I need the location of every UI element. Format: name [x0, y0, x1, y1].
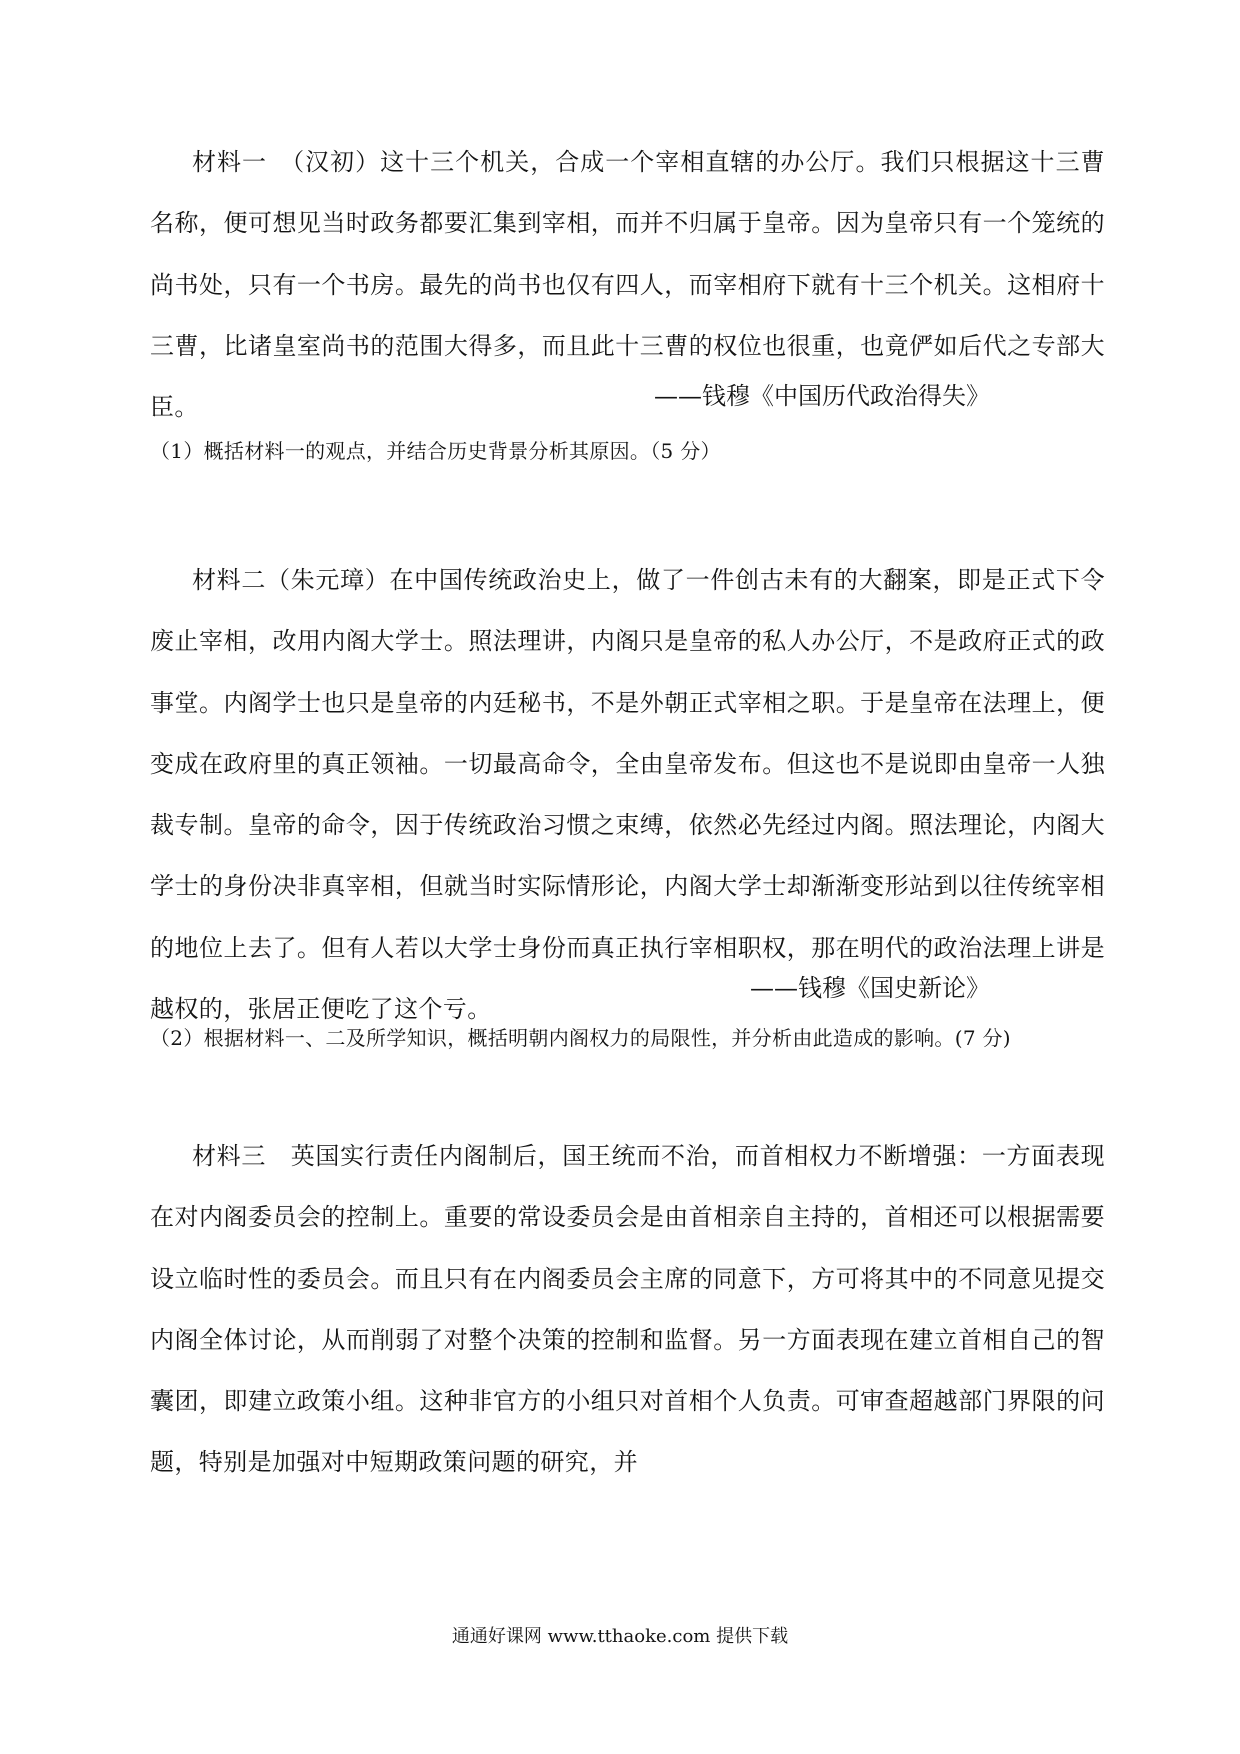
question-2: （2）根据材料一、二及所学知识，概括明朝内阁权力的局限性，并分析由此造成的影响。(7 分)	[150, 1026, 1011, 1050]
page-footer: 通通好课网 www.tthaoke.com 提供下载	[451, 1626, 789, 1647]
material-1-attribution: ——钱穆《中国历代政治得失》	[654, 382, 990, 410]
material-2-text: 材料二（朱元璋）在中国传统政治史上，做了一件创古未有的大翻案，即是正式下令废止宰相，改用内阁大学士。照法理讲，内阁只是皇帝的私人办公厅，不是政府正式的政事堂。内阁学士也只是皇帝的内廷秘书，不是外朝正式宰相之职。于是皇帝在法理上，便变成在政府里的真正领袖。一切最高命令，全由皇帝发布。但这也不是说即由皇帝一人独裁专制。皇帝的命令，因于传统政治习惯之束缚，依然必先经过内阁。照法理论，内阁大学士的身份决非真宰相，但就当时实际情形论，内阁大学士却渐渐变形站到以往传统宰相的地位上去了。但有人若以大学士身份而真正执行宰相职权，那在明代的政治法理上讲是越权的，张居正便吃了这个亏。	[150, 566, 1105, 1024]
material-1-text: 材料一 （汉初）这十三个机关，合成一个宰相直辖的办公厅。我们只根据这十三曹名称，便可想见当时政务都要汇集到宰相，而并不归属于皇帝。因为皇帝只有一个笼统的尚书处，只有一个书房。最先的尚书也仅有四人，而宰相府下就有十三个机关。这相府十三曹，比诸皇室尚书的范围大得多，而且此十三曹的权位也很重，也竟俨如后代之专部大臣。	[150, 148, 1105, 422]
material-3-text: 材料三 英国实行责任内阁制后，国王统而不治，而首相权力不断增强：一方面表现在对内阁委员会的控制上。重要的常设委员会是由首相亲自主持的，首相还可以根据需要设立临时性的委员会。而且只有在内阁委员会主席的同意下，方可将其中的不同意见提交内阁全体讨论，从而削弱了对整个决策的控制和监督。另一方面表现在建立首相自己的智囊团，即建立政策小组。这种非官方的小组只对首相个人负责。可审查超越部门界限的问题，特别是加强对中短期政策问题的研究，并	[150, 1142, 1105, 1477]
material-2-attribution: ——钱穆《国史新论》	[750, 974, 990, 1002]
question-1: （1）概括材料一的观点，并结合历史背景分析其原因。（5 分）	[150, 439, 721, 463]
